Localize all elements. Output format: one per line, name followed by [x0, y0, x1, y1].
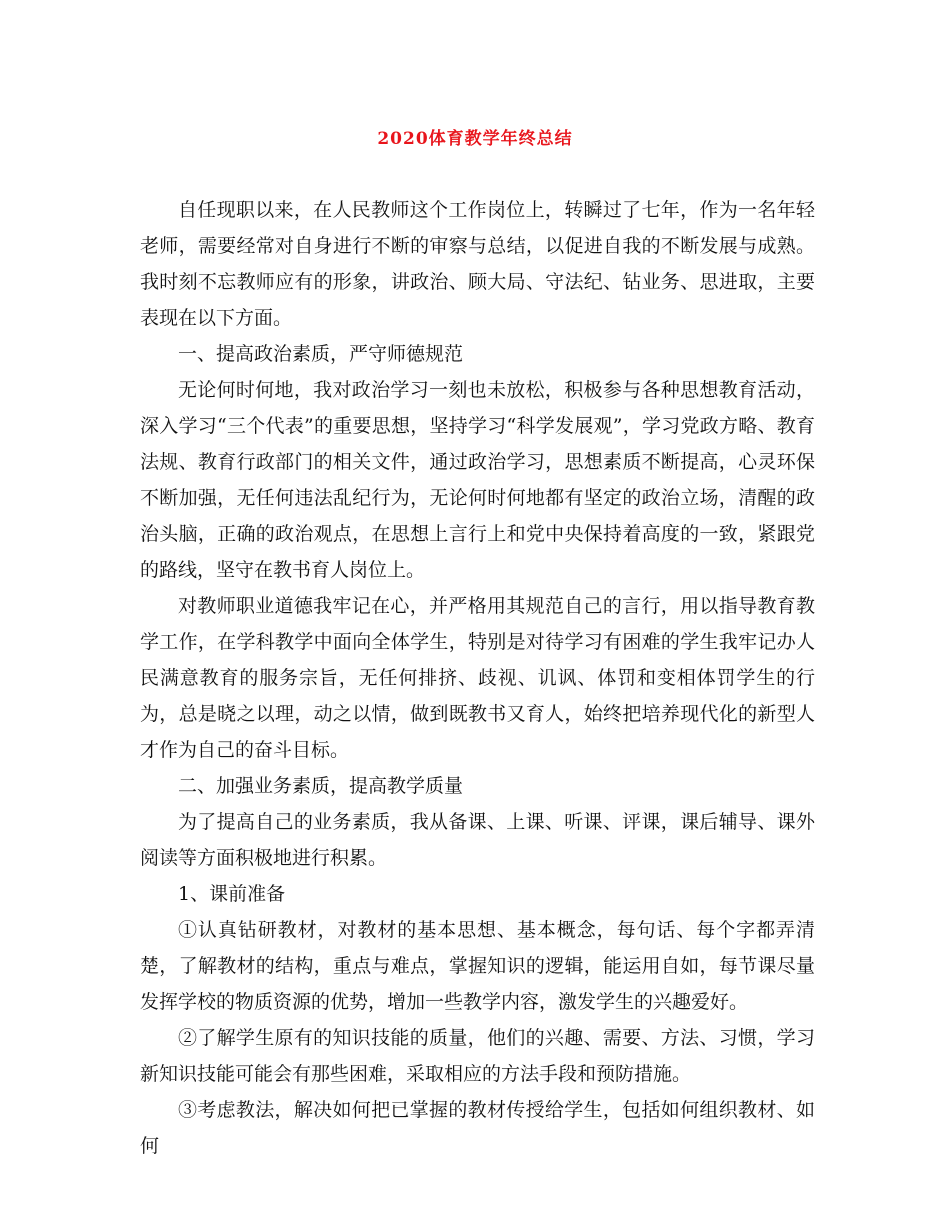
- paragraph: 无论何时何地，我对政治学习一刻也未放松，积极参与各种思想教育活动，深入学习“三个代表”的重要思想，坚持学习“科学发展观”，学习党政方略、教育法规、教育行政部门的相关文件，通过政治学习，思想素质不断提高，心灵环保不断加强，无任何违法乱纪行为，无论何时何地都有坚定的政治立场，清醒的政治头脑，正确的政治观点，在思想上言行上和党中央保持着高度的一致，紧跟党的路线，坚守在教书育人岗位上。: [140, 379, 815, 581]
- paragraph: ③考虑教法，解决如何把已掌握的教材传授给学生，包括如何组织教材、如何: [140, 1099, 815, 1157]
- paragraph: 对教师职业道德我牢记在心，并严格用其规范自己的言行，用以指导教育教学工作，在学科教学中面向全体学生，特别是对待学习有困难的学生我牢记办人民满意教育的服务宗旨，无任何排挤、歧视、讥讽、体罚和变相体罚学生的行为，总是晓之以理，动之以情，做到既教书又育人，始终把培养现代化的新型人才作为自己的奋斗目标。: [140, 595, 815, 761]
- subsection-heading: 1、课前准备: [178, 883, 286, 905]
- paragraph: 为了提高自己的业务素质，我从备课、上课、听课、评课，课后辅导、课外阅读等方面积极地进行积累。: [140, 811, 815, 869]
- document-title: 2020体育教学年终总结: [377, 129, 573, 149]
- paragraph: ①认真钻研教材，对教材的基本思想、基本概念，每句话、每个字都弄清楚，了解教材的结构，重点与难点，掌握知识的逻辑，能运用自如，每节课尽量发挥学校的物质资源的优势，增加一些教学内容，激发学生的兴趣爱好。: [140, 919, 815, 1013]
- section-heading: 一、提高政治素质，严守师德规范: [178, 343, 464, 365]
- section-heading: 二、加强业务素质，提高教学质量: [178, 775, 464, 797]
- paragraph: ②了解学生原有的知识技能的质量，他们的兴趣、需要、方法、习惯，学习新知识技能可能会有那些困难，采取相应的方法手段和预防措施。: [140, 1027, 815, 1085]
- document-body: [140, 192, 815, 1164]
- paragraph: 自任现职以来，在人民教师这个工作岗位上，转瞬过了七年，作为一名年轻老师，需要经常对自身进行不断的审察与总结，以促进自我的不断发展与成熟。我时刻不忘教师应有的形象，讲政治、顾大局、守法纪、钻业务、思进取，主要表现在以下方面。: [140, 199, 815, 329]
